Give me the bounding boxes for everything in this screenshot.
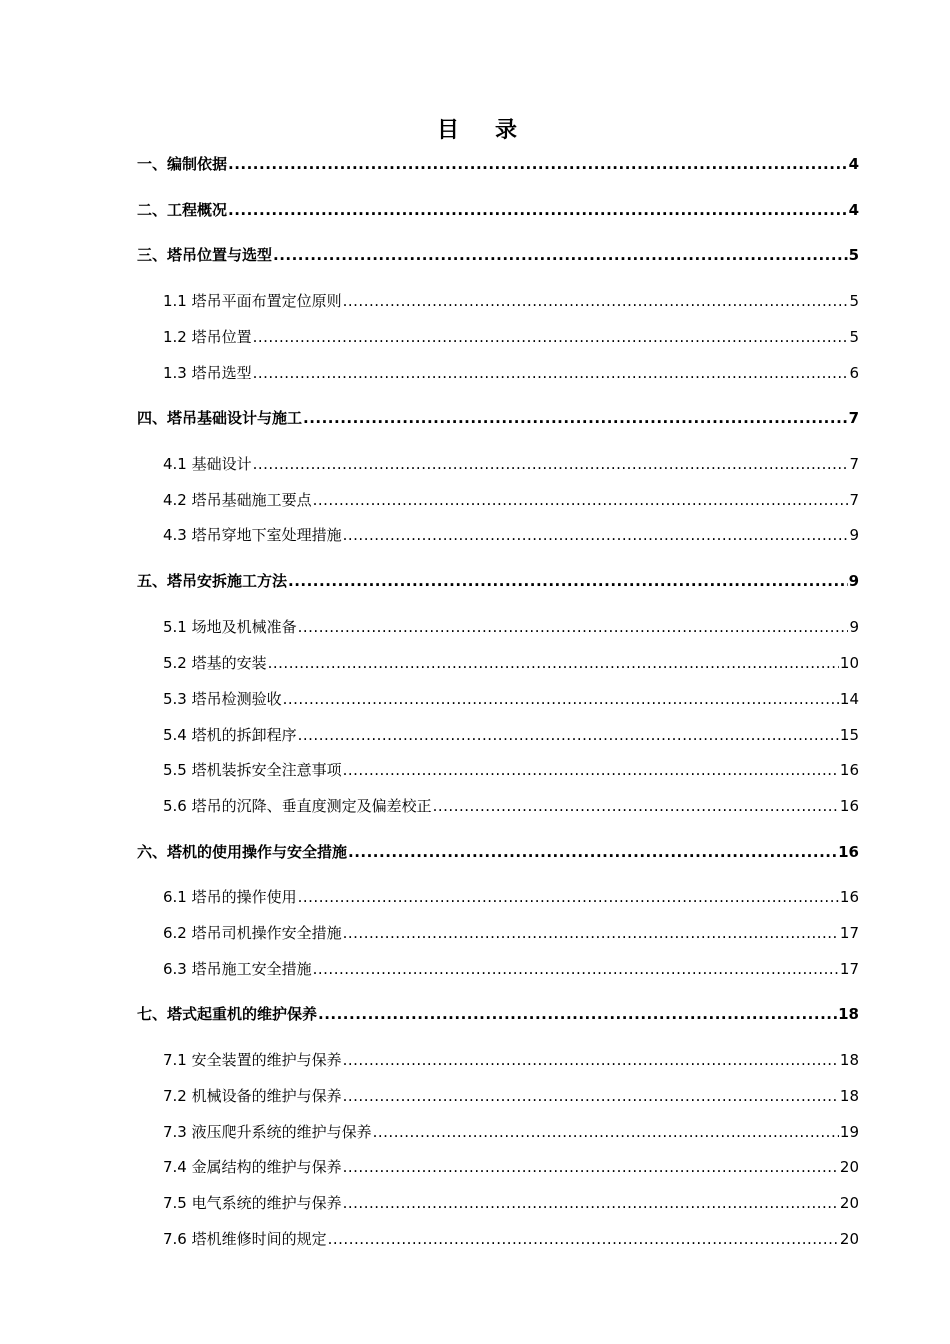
toc-entry-label: 4.2 塔吊基础施工要点 [163, 491, 312, 509]
toc-entry[interactable] [163, 326, 859, 348]
toc-entry-label: 四、塔吊基础设计与施工 [137, 409, 303, 427]
toc-leader-dots [268, 652, 839, 674]
toc-leader-dots [298, 724, 839, 746]
toc-entry-label: 1.1 塔吊平面布置定位原则 [163, 292, 342, 310]
toc-entry[interactable] [163, 1228, 859, 1250]
toc-entry-label: 4.3 塔吊穿地下室处理措施 [163, 526, 342, 544]
toc-entry-page-number: 17 [839, 924, 859, 942]
toc-entry[interactable] [163, 922, 859, 944]
toc-entry-label: 7.6 塔机维修时间的规定 [163, 1230, 327, 1248]
toc-entry[interactable] [137, 153, 859, 175]
toc-entry-label: 7.5 电气系统的维护与保养 [163, 1194, 342, 1212]
toc-entry-page-number: 16 [839, 761, 859, 779]
toc-entry[interactable] [137, 407, 859, 429]
toc-entry[interactable] [163, 524, 859, 546]
toc-leader-dots [343, 1156, 839, 1178]
toc-entry-label: 1.2 塔吊位置 [163, 328, 252, 346]
toc-entry-label: 5.5 塔机装拆安全注意事项 [163, 761, 342, 779]
toc-title: 目录 [436, 117, 553, 143]
toc-entry[interactable] [137, 1003, 859, 1025]
toc-leader-dots [253, 453, 849, 475]
toc-leader-dots [313, 958, 839, 980]
toc-entry[interactable] [163, 958, 859, 980]
toc-entry-label: 6.2 塔吊司机操作安全措施 [163, 924, 342, 942]
toc-entry-page-number: 18 [839, 1051, 859, 1069]
toc-entry[interactable] [163, 724, 859, 746]
toc-entry[interactable] [163, 652, 859, 674]
toc-entry-page-number: 9 [849, 618, 859, 636]
toc-entry-page-number: 16 [839, 888, 859, 906]
toc-entry[interactable] [163, 886, 859, 908]
toc-entry-label: 五、塔吊安拆施工方法 [137, 572, 288, 590]
toc-entry-label: 七、塔式起重机的维护保养 [137, 1005, 318, 1023]
toc-leader-dots [313, 489, 849, 511]
toc-entry-page-number: 7 [849, 455, 859, 473]
toc-leader-dots [343, 1085, 839, 1107]
toc-entry[interactable] [137, 570, 859, 592]
toc-entry-page-number: 9 [848, 572, 859, 590]
toc-entry[interactable] [137, 841, 859, 863]
toc-leader-dots [348, 841, 837, 863]
toc-leader-dots [343, 1049, 839, 1071]
toc-entry-page-number: 5 [849, 328, 859, 346]
toc-leader-dots [273, 244, 848, 266]
toc-entry-label: 5.6 塔吊的沉降、垂直度测定及偏差校正 [163, 797, 432, 815]
toc-entry-label: 三、塔吊位置与选型 [137, 246, 273, 264]
toc-entry-page-number: 5 [848, 246, 859, 264]
toc-leader-dots [373, 1121, 839, 1143]
toc-entry-label: 5.3 塔吊检测验收 [163, 690, 282, 708]
toc-entry-label: 5.1 场地及机械准备 [163, 618, 297, 636]
toc-leader-dots [298, 616, 849, 638]
toc-leader-dots [228, 153, 848, 175]
toc-entry[interactable] [163, 616, 859, 638]
toc-leader-dots [343, 1192, 839, 1214]
toc-leader-dots [343, 759, 839, 781]
toc-entry-label: 7.4 金属结构的维护与保养 [163, 1158, 342, 1176]
toc-entry[interactable] [163, 1192, 859, 1214]
toc-entry-label: 六、塔机的使用操作与安全措施 [137, 843, 348, 861]
toc-leader-dots [343, 922, 839, 944]
toc-entry-page-number: 9 [849, 526, 859, 544]
toc-leader-dots [343, 524, 849, 546]
toc-entry-label: 5.4 塔机的拆卸程序 [163, 726, 297, 744]
toc-entry[interactable] [163, 1085, 859, 1107]
toc-entry[interactable] [163, 362, 859, 384]
toc-entry[interactable] [163, 1049, 859, 1071]
toc-entry-label: 一、编制依据 [137, 155, 228, 173]
toc-entry[interactable] [163, 759, 859, 781]
toc-entry[interactable] [137, 244, 859, 266]
toc-leader-dots [303, 407, 848, 429]
toc-entry[interactable] [163, 1156, 859, 1178]
toc-entry-label: 6.3 塔吊施工安全措施 [163, 960, 312, 978]
toc-entry-page-number: 5 [849, 292, 859, 310]
toc-entry[interactable] [163, 489, 859, 511]
toc-leader-dots [228, 199, 848, 221]
toc-entry-page-number: 15 [839, 726, 859, 744]
toc-leader-dots [433, 795, 839, 817]
toc-entry-label: 5.2 塔基的安装 [163, 654, 267, 672]
toc-entry-label: 7.3 液压爬升系统的维护与保养 [163, 1123, 372, 1141]
toc-entry-page-number: 10 [839, 654, 859, 672]
toc-leader-dots [318, 1003, 837, 1025]
toc-entry-label: 1.3 塔吊选型 [163, 364, 252, 382]
toc-entry[interactable] [137, 199, 859, 221]
toc-entry-page-number: 16 [839, 797, 859, 815]
toc-entry-page-number: 4 [848, 201, 859, 219]
toc-entry-label: 7.1 安全装置的维护与保养 [163, 1051, 342, 1069]
toc-entry[interactable] [163, 795, 859, 817]
toc-entry-page-number: 16 [838, 843, 859, 861]
toc-entry-label: 7.2 机械设备的维护与保养 [163, 1087, 342, 1105]
toc-entry-page-number: 14 [839, 690, 859, 708]
toc-leader-dots [343, 290, 849, 312]
toc-entry-page-number: 6 [849, 364, 859, 382]
toc-entry-page-number: 4 [848, 155, 859, 173]
toc-entry[interactable] [163, 290, 859, 312]
toc-leader-dots [253, 362, 849, 384]
toc-entry[interactable] [163, 688, 859, 710]
toc-leader-dots [298, 886, 839, 908]
toc-leader-dots [328, 1228, 839, 1250]
toc-entry[interactable] [163, 1121, 859, 1143]
toc-entry[interactable] [163, 453, 859, 475]
toc-leader-dots [283, 688, 839, 710]
toc-entry-page-number: 20 [839, 1158, 859, 1176]
toc-entry-page-number: 20 [839, 1230, 859, 1248]
toc-entry-page-number: 7 [848, 409, 859, 427]
toc-entry-page-number: 20 [839, 1194, 859, 1212]
toc-entry-label: 4.1 基础设计 [163, 455, 252, 473]
toc-entry-page-number: 18 [839, 1087, 859, 1105]
toc-leader-dots [253, 326, 849, 348]
toc-entry-page-number: 17 [839, 960, 859, 978]
toc-entry-label: 6.1 塔吊的操作使用 [163, 888, 297, 906]
toc-entry-page-number: 19 [839, 1123, 859, 1141]
toc-entry-page-number: 7 [849, 491, 859, 509]
toc-leader-dots [288, 570, 848, 592]
toc-entry-page-number: 18 [838, 1005, 859, 1023]
toc-entry-label: 二、工程概况 [137, 201, 228, 219]
